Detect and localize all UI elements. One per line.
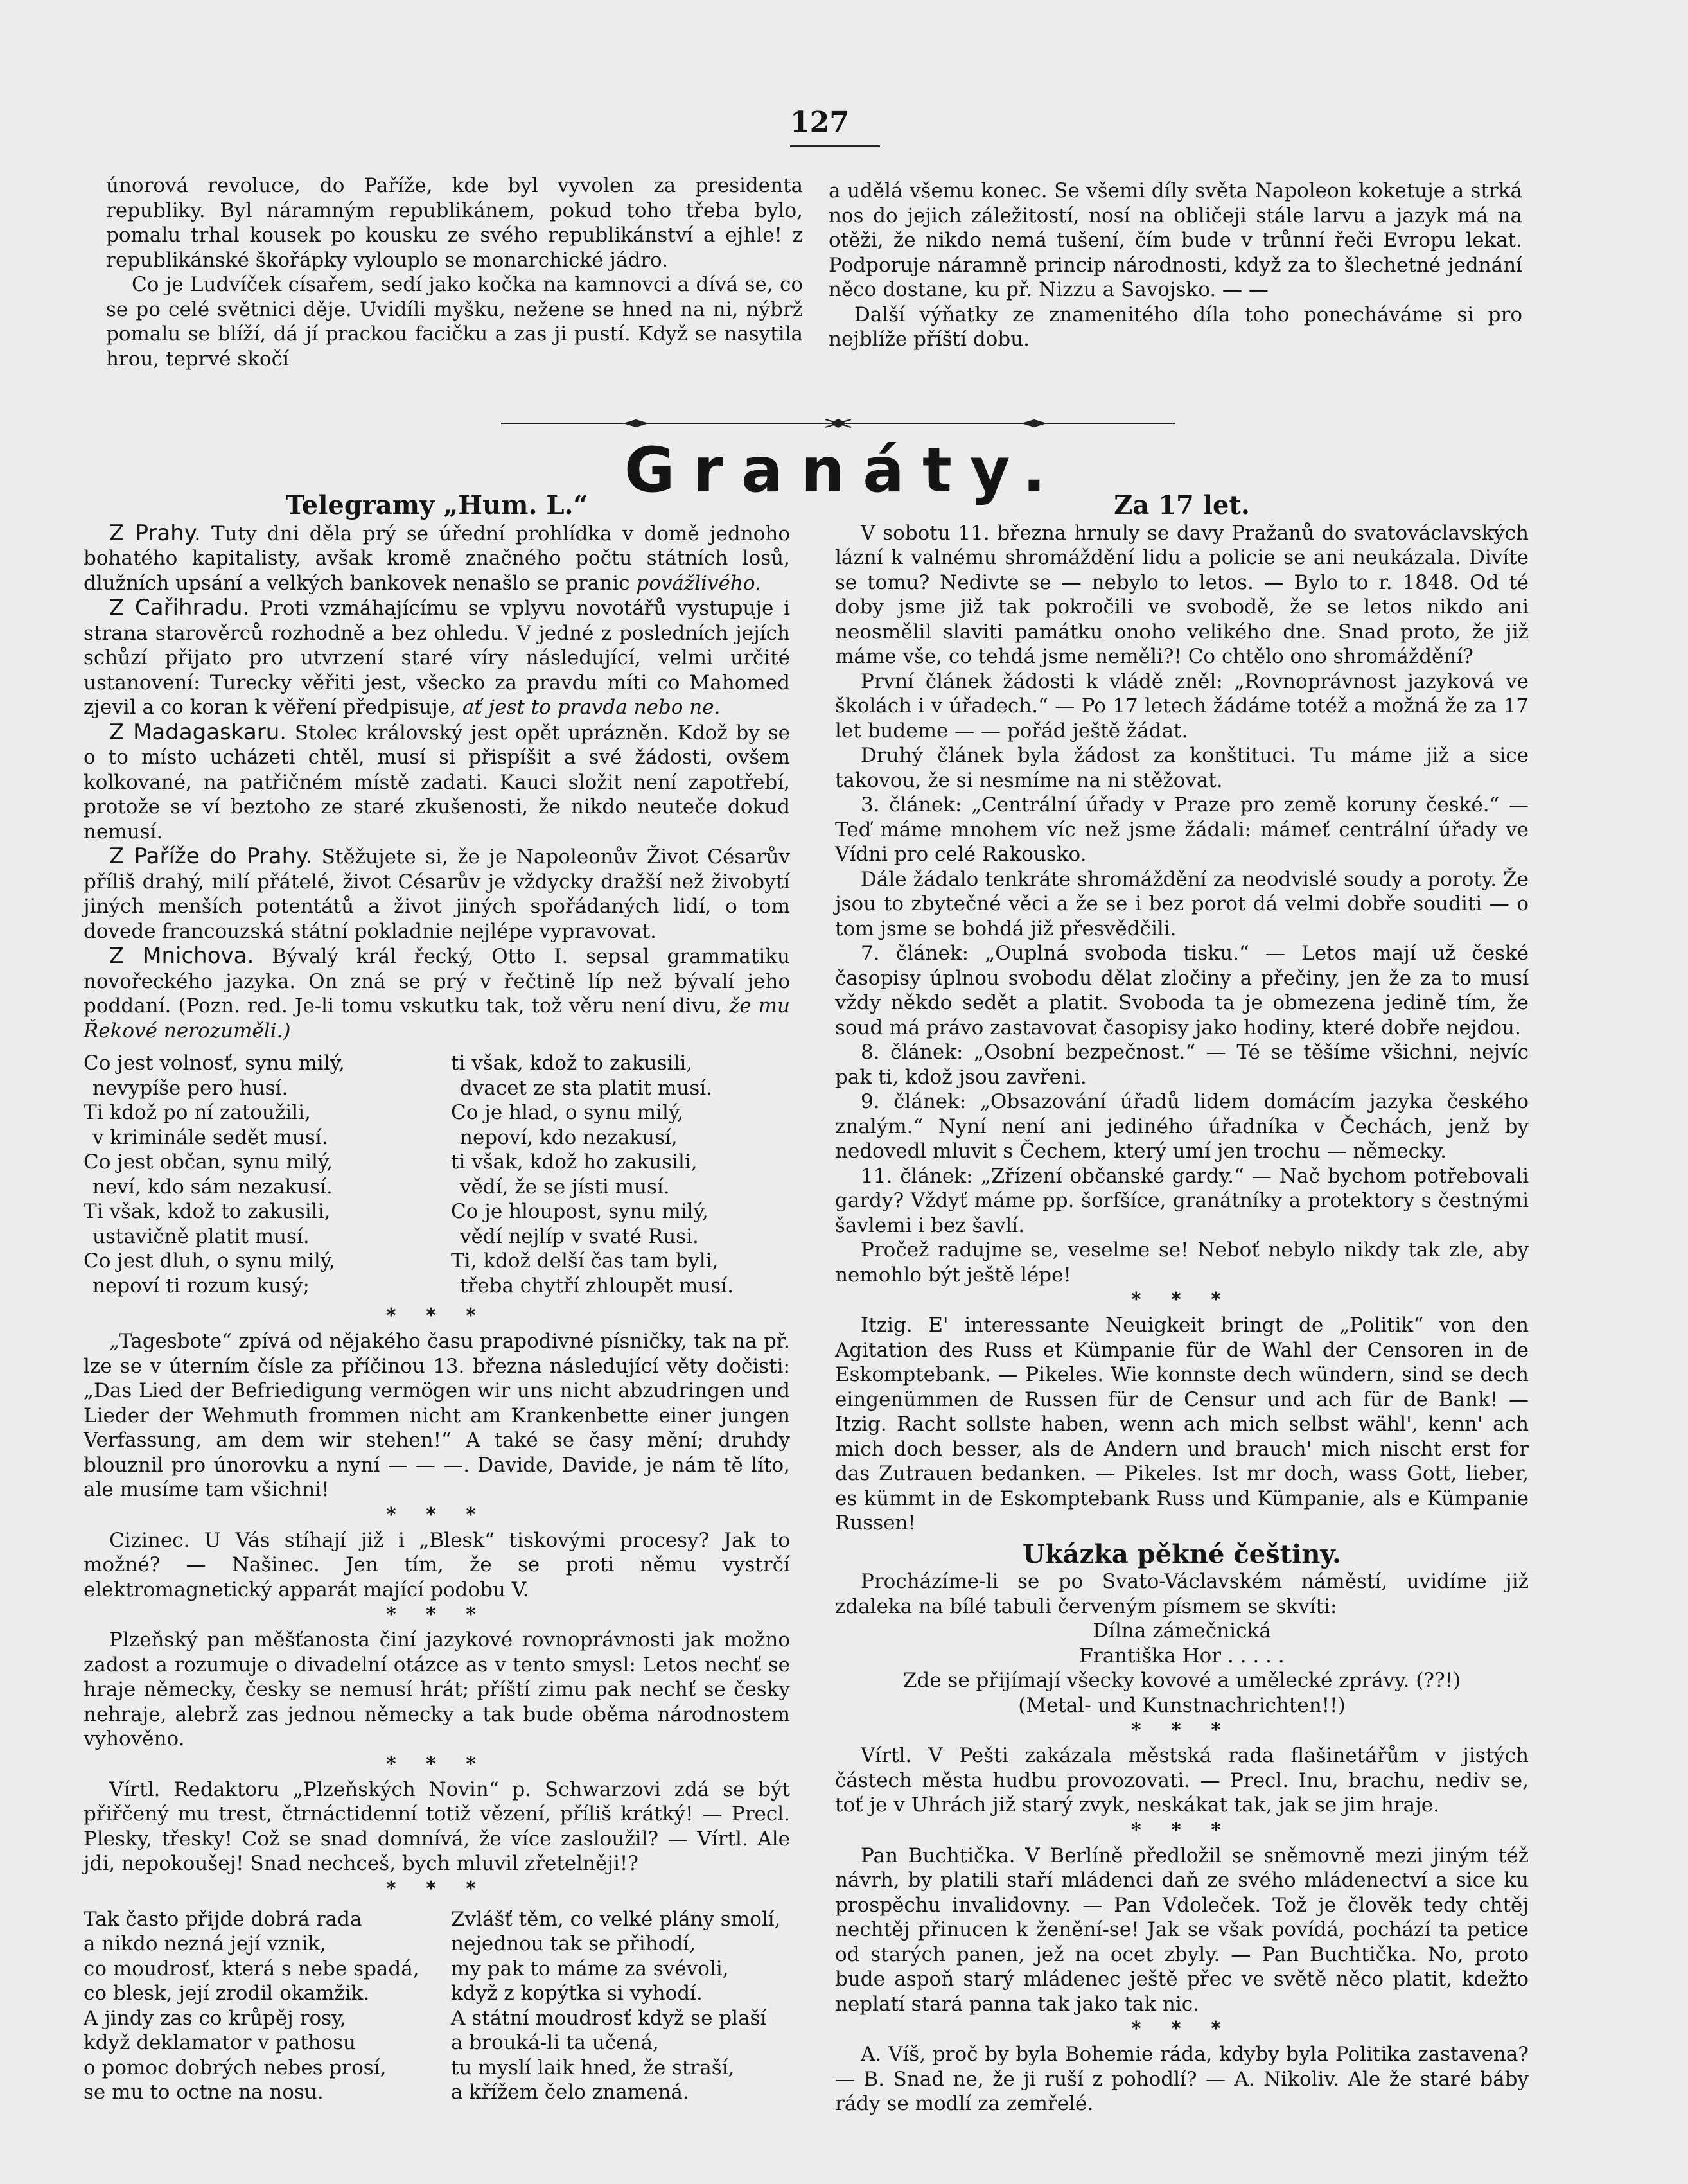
telegram-text-constantinople: Proti vzmáhajícímu se vplyvu novotářů vystupuje i strana starověrců rozhodně a bez ohledu. V jedné z posledních jejích schůzí přijato pro utvrzení staré víry následující, velmi určité ustanovení: Turecky věřiti jest, všecko za pravdu míti co Mahomed zjevil a co koran k věření předpisuje,	[84, 597, 790, 719]
verse-line: Co jest volnosť, synu milý,	[84, 1052, 345, 1075]
telegram-text-madagascar: Stolec královský jest opět uprázněn. Kdož by se o to místo ucházeti chtěl, musí si přispíšit a své žádosti, ovšem kolkované, na patřičném místě zadati. Kauci složit není zapotřebí, protože se ví beztoho ze staré zkušenosti, že nikdo neuteče dokud nemusí.	[84, 721, 790, 843]
verse-line: nepoví ti rozum kusý;	[92, 1274, 310, 1298]
verse-line: Co jest dluh, o synu milý,	[84, 1249, 336, 1273]
paragraph-bohemie: A. Víš, proč by byla Bohemie ráda, kdyby byla Politika zastavena? — B. Snad ne, že ji ruší z pohodlí? — A. Nikoliv. Ale že staré báby rády se modlí za zemřelé.	[835, 2043, 1529, 2115]
separator-stars: * * *	[1131, 1289, 1233, 1311]
right-column	[835, 490, 1529, 2117]
paragraph-ukazka: Procházíme-li se po Svato-Václavském náměstí, uvidíme již zdaleka na bílé tabuli červeným písmem se skvíti:	[835, 1570, 1529, 1618]
sign-line-3: Zde se přijímají všecky kovové a umělecké zprávy. (??!)	[902, 1669, 1461, 1692]
verse-line: A státní moudrosť když se plaší	[451, 2006, 767, 2030]
verse-line: neví, kdo sám nezakusí.	[92, 1175, 333, 1199]
verse-line: když deklamator v pathosu	[84, 2031, 356, 2054]
verse-line: o pomoc dobrých nebes prosí,	[84, 2056, 387, 2079]
verse-line: co moudrosť, která s nebe spadá,	[84, 1957, 419, 1980]
verse-line: nevypíše pero husí.	[92, 1076, 288, 1100]
telegram-place-prague: Z Prahy.	[109, 520, 201, 546]
verse-line: ti však, kdož to zakusili,	[451, 1052, 693, 1075]
verse-line: a brouká-li ta učená,	[451, 2031, 659, 2054]
separator-stars: * * *	[1131, 1819, 1233, 1842]
poem-advice-col-b	[451, 1907, 790, 2105]
verse-line: Tak často přijde dobrá rada	[84, 1907, 362, 1931]
sign-line-1: Dílna zámečnická	[1093, 1619, 1271, 1642]
separator-stars: * * *	[386, 1603, 488, 1626]
telegram-text-munich: Bývalý král řecký, Otto I. sepsal grammatiku novořeckého jazyka. On zná se prý v řečtině líp než bývalí jeho poddaní. (Pozn. red. Je-li tomu vskutku tak, tož věru není divu,	[84, 945, 790, 1017]
verse-line: Co jest občan, synu milý,	[84, 1150, 333, 1174]
paragraph-sobota: V sobotu 11. března hrnuly se davy Pražanů do svatováclavských lázní k valnému shromáždění lidu a policie se ani neukázala. Divíte se tomu? Nedivte se — nebylo to letos. — Bylo to r. 1848. Od té doby jsme již tak pokročili ve svobodě, že se letos nikdo ani neosmělil slaviti památku onoho velikého dne. Snad proto, že již máme vše, co tehdá jsme neměli?! Co chtělo ono shromáždění?	[835, 521, 1529, 668]
separator-stars: * * *	[1131, 2018, 1233, 2040]
verse-line: Ti, kdož delší čas tam byli,	[451, 1249, 719, 1273]
za-17-let-heading: Za 17 let.	[1114, 490, 1250, 520]
paragraph-clanek-3: 3. článek: „Centrální úřady v Praze pro země koruny české.“ — Teď máme mnohem víc než jsme žádali: mámeť centrální úřady ve Vídni pro celé Rakousko.	[835, 793, 1529, 866]
telegram-place-munich: Z Mnichova.	[109, 943, 254, 969]
top-left-paragraph-2: Co je Ludvíček císařem, sedí jako kočka na kamnovci a dívá se, co se po celé světnici děje. Uvidíli myšku, nežene se hned na ni, nýbrž pomalu se blíží, dá jí prackou facičku a zas ji pustí. Když se nasytila hrou, teprvé skočí	[106, 273, 803, 371]
paragraph-soudy: Dále žádalo tenkráte shromáždění za neodvislé soudy a poroty. Že jsou to zbytečné věci a že se i bez porot dá velmi dobře souditi — o tom jsme se bohdá již přesvědčili.	[835, 867, 1529, 940]
top-right-column	[829, 179, 1522, 352]
verse-line: třeba chytří zhloupět musí.	[460, 1274, 734, 1298]
verse-line: my pak to máme za svévoli,	[451, 1957, 729, 1980]
separator-stars: * * *	[386, 1752, 488, 1775]
telegram-place-constantinople: Z Cařihradu.	[109, 595, 250, 621]
paragraph-virtl-pest: Vírtl. V Pešti zakázala městská rada flašinetářům v jistých částech města hudbu provozovati. — Precl. Inu, brachu, nediv se, toť je v Uhrách již starý zvyk, neskákat tak, jak se jim hraje.	[835, 1744, 1529, 1817]
verse-line: Co je hlad, o synu milý,	[451, 1101, 684, 1124]
verse-line: dvacet ze sta platit musí.	[460, 1076, 713, 1100]
page-number: 127	[790, 106, 849, 139]
paragraph-plzen: Plzeňský pan měšťanosta činí jazykové rovnoprávnosti jak možno zadost a rozumuje o divadelní otázce as v tento smysl: Letos nechť se hraje německy, česky se nemusí hrát; příští zimu pak nechť se česky nehraje, alebrž zas jednou německy a tak bude oběma národnostem vyhověno.	[84, 1628, 790, 1750]
telegram-italic-prague: povážlivého.	[636, 571, 761, 595]
paragraph-clanek-7: 7. článek: „Ouplná svoboda tisku.“ — Letos mají už české časopisy úplnou svobodu dělat zločiny a přečiny, jen že za to musí vždy někdo sedět a platit. Svoboda ta je obmezena jedině tím, že soud má právo zastavovat časopisy jako hodiny, které dobře nejdou.	[835, 942, 1529, 1039]
verse-line: a křížem čelo znamená.	[451, 2081, 689, 2104]
verse-line: se mu to octne na nosu.	[84, 2081, 324, 2104]
telegram-place-paris: Z Paříže do Prahy.	[109, 843, 313, 869]
left-column	[84, 490, 791, 2113]
separator-stars: * * *	[386, 1305, 488, 1327]
section-title: Granáty.	[624, 434, 1064, 506]
verse-line: Zvlášť těm, co velké plány smolí,	[451, 1907, 781, 1931]
separator-stars: * * *	[386, 1877, 488, 1900]
telegram-italic-munich: že mu Řekové nerozuměli.)	[84, 994, 790, 1043]
paragraph-buchticka: Pan Buchtička. V Berlíně předložil se sněmovně mezi jiným též návrh, by platili staří mládenci daň ze svého mládenectví a sice ku prospěchu invalidovny. — Pan Vdoleček. Tož je člověk tedy chtěj nechtěj přinucen k ženění-se! Jak se však povídá, pochází ta petice od starých panen, jež na ocet zbyly. — Pan Buchtička. No, proto bude aspoň starý mládenec ještě přec ve světě něco platit, kdežto neplatí stará panna tak jako tak nic.	[835, 1844, 1529, 2016]
telegram-italic-constantinople: ať jest to pravda nebo ne.	[462, 696, 721, 719]
paragraph-clanek-2: Druhý článek byla žádost za konštituci. Tu máme již a sice takovou, že si nesmíme na ni stěžovat.	[835, 744, 1529, 792]
verse-line: když z kopýtka si vyhodí.	[451, 1982, 703, 2005]
ornamental-rule	[501, 419, 1175, 428]
telegram-place-madagascar: Z Madagaskaru.	[109, 719, 287, 745]
verse-line: A jindy zas co krůpěj rosy,	[84, 2006, 347, 2030]
paragraph-tagesbote: „Tagesbote“ zpívá od nějakého času prapodivné písničky, tak na př. lze se v úterním čísle za příčinou 13. března následující věty dočisti: „Das Lied der Befriedigung vermögen wir uns nicht abzudringen und Lieder der Wehmuth frommen nicht am Krankenbette einer jungen Verfassung, am dem wir stehen!“ A také se časy mění; druhdy blouznil pro únorovku a nyní — — —. Davide, Davide, je nám tě líto, ale musíme tam všichni!	[84, 1330, 790, 1501]
verse-line: ti však, kdož ho zakusili,	[451, 1150, 698, 1174]
verse-line: tu myslí laik hned, že straší,	[451, 2056, 735, 2079]
sign-line-2: Františka Hor . . . . .	[1079, 1644, 1285, 1668]
verse-line: nejednou tak se přihodí,	[451, 1932, 696, 1955]
poem-freedom-col-a	[84, 1051, 423, 1298]
verse-line: a nikdo nezná její vznik,	[84, 1932, 327, 1955]
poem-freedom-col-b	[451, 1051, 790, 1298]
poem-freedom	[84, 1051, 790, 1298]
top-left-paragraph-1: únorová revoluce, do Paříže, kde byl vyvolen za presidenta republiky. Byl náramným republikánem, pokud toho třeba bylo, pomalu trhal kousek po kousku ze svého republikánství a ejhle! z republikánské škořápky vylouplo se monarchické jádro.	[106, 174, 803, 272]
top-right-paragraph-1: a udělá všemu konec. Se všemi díly světa Napoleon koketuje a strká nos do jejich záležitostí, nosí na obličeji stále larvu a jazyk má na otěži, že nikdo nemá tušení, čím bude v trůnní řeči Evropu lekat. Podporuje náramně princip národnosti, když za to šlechetné jednání něco dostane, ku př. Nizzu a Savojsko. — —	[829, 179, 1522, 301]
verse-line: nepoví, kdo nezakusí,	[460, 1125, 678, 1149]
verse-line: ustavičně platit musí.	[92, 1224, 310, 1248]
separator-stars: * * *	[386, 1503, 488, 1526]
telegram-text-prague: Tuty dni děla prý se úřední prohlídka v domě jednoho bohatého kapitalisty, avšak kromě značného počtu státních losů, dlužních upsání a velkých bankovek nenašlo se pranic	[84, 522, 791, 595]
top-left-column	[106, 173, 803, 371]
paragraph-clanek-11: 11. článek: „Zřízení občanské gardy.“ — Nač bychom potřebovali gardy? Vždyť máme pp. šorfšíce, granátníky a protektory s čestnými šavlemi i bez šavlí.	[835, 1164, 1529, 1237]
paragraph-clanek-8: 8. článek: „Osobní bezpečnost.“ — Té se těšíme všichni, nejvíc pak ti, kdož jsou zavřeni.	[835, 1041, 1529, 1089]
poem-advice-col-a	[84, 1907, 423, 2105]
top-right-paragraph-2: Další výňatky ze znamenitého díla toho ponecháváme si pro nejblíže příští dobu.	[829, 303, 1522, 351]
telegrams-heading: Telegramy „Hum. L.“	[285, 490, 588, 520]
paragraph-itzig: Itzig. E' interessante Neuigkeit bringt de „Politik“ von den Agitation des Russ et Kümpanie für de Wahl der Censoren in de Eskomptebank. — Pikeles. Wie konnste dech wündern, sind se dech eingenümmen de Russen für de Censur und ach für de Bank! — Itzig. Racht sollste haben, wenn ach mich selbst wähl', kenn' ach mich doch besser, als de Andern und brauch' mich nischt erst for das Zutrauen bedanken. — Pikeles. Ist mr doch, wass Gott, lieber, es kümmt in de Eskomptebank Russ und Kümpanie, als e Kümpanie Russen!	[835, 1314, 1529, 1535]
verse-line: Ti kdož po ní zatoužili,	[84, 1101, 311, 1124]
verse-line: v kriminále sedět musí.	[92, 1125, 328, 1149]
verse-line: vědí, že se jísti musí.	[460, 1175, 670, 1199]
sign-line-4: (Metal- und Kunstnachrichten!!)	[1018, 1693, 1346, 1717]
paragraph-clanek-1: První článek žádosti k vládě zněl: „Rovnoprávnost jazyková ve školách i v úřadech.“ — Po 17 letech žádáme totéž a možná že za 17 let budeme — — pořád ještě žádat.	[835, 669, 1529, 743]
paragraph-radujme: Pročež radujme se, veselme se! Neboť nebylo nikdy tak zle, aby nemohlo být ještě lépe!	[835, 1238, 1529, 1287]
verse-line: Ti však, kdož to zakusili,	[84, 1200, 331, 1223]
paragraph-cizinec: Cizinec. U Vás stíhají již i „Blesk“ tiskovými procesy? Jak to možné? — Našinec. Jen tím, že se proti němu vystrčí elektromagnetický apparát mající podobu V.	[84, 1528, 790, 1601]
verse-line: vědí nejlíp v svaté Rusi.	[460, 1224, 699, 1248]
verse-line: Co je hloupost, synu milý,	[451, 1200, 708, 1223]
verse-line: co blesk, její zrodil okamžik.	[84, 1982, 370, 2005]
page-number-rule	[790, 145, 880, 147]
separator-stars: * * *	[1131, 1719, 1233, 1741]
telegram-text-paris: Stěžujete si, že je Napoleonův Život Césarův příliš drahý, milí přátelé, život Césarův je vždycky dražší než živobytí jiných menších potentátů a život jiných spořádaných lidí, o tom dovede francouzská státní pokladnie nejlépe vypravovat.	[84, 845, 790, 943]
paragraph-virtl: Vírtl. Redaktoru „Plzeňských Novin“ p. Schwarzovi zdá se být přiřčený mu trest, čtrnáctidenní totiž vězení, příliš krátký! — Precl. Plesky, třesky! Což se snad domnívá, že více zasloužil? — Vírtl. Ale jdi, nepokoušej! Snad nechceš, bych mluvil zřetelněji!?	[84, 1777, 790, 1875]
ukazka-heading: Ukázka pěkné češtiny.	[1022, 1538, 1342, 1569]
poem-advice	[84, 1907, 790, 2105]
paragraph-clanek-9: 9. článek: „Obsazování úřadů lidem domácím jazyka českého znalým.“ Nyní není ani jediného úřadníka v Čechách, jenž by nedovedl mluvit s Čechem, který umí jen trochu — německy.	[835, 1090, 1529, 1163]
